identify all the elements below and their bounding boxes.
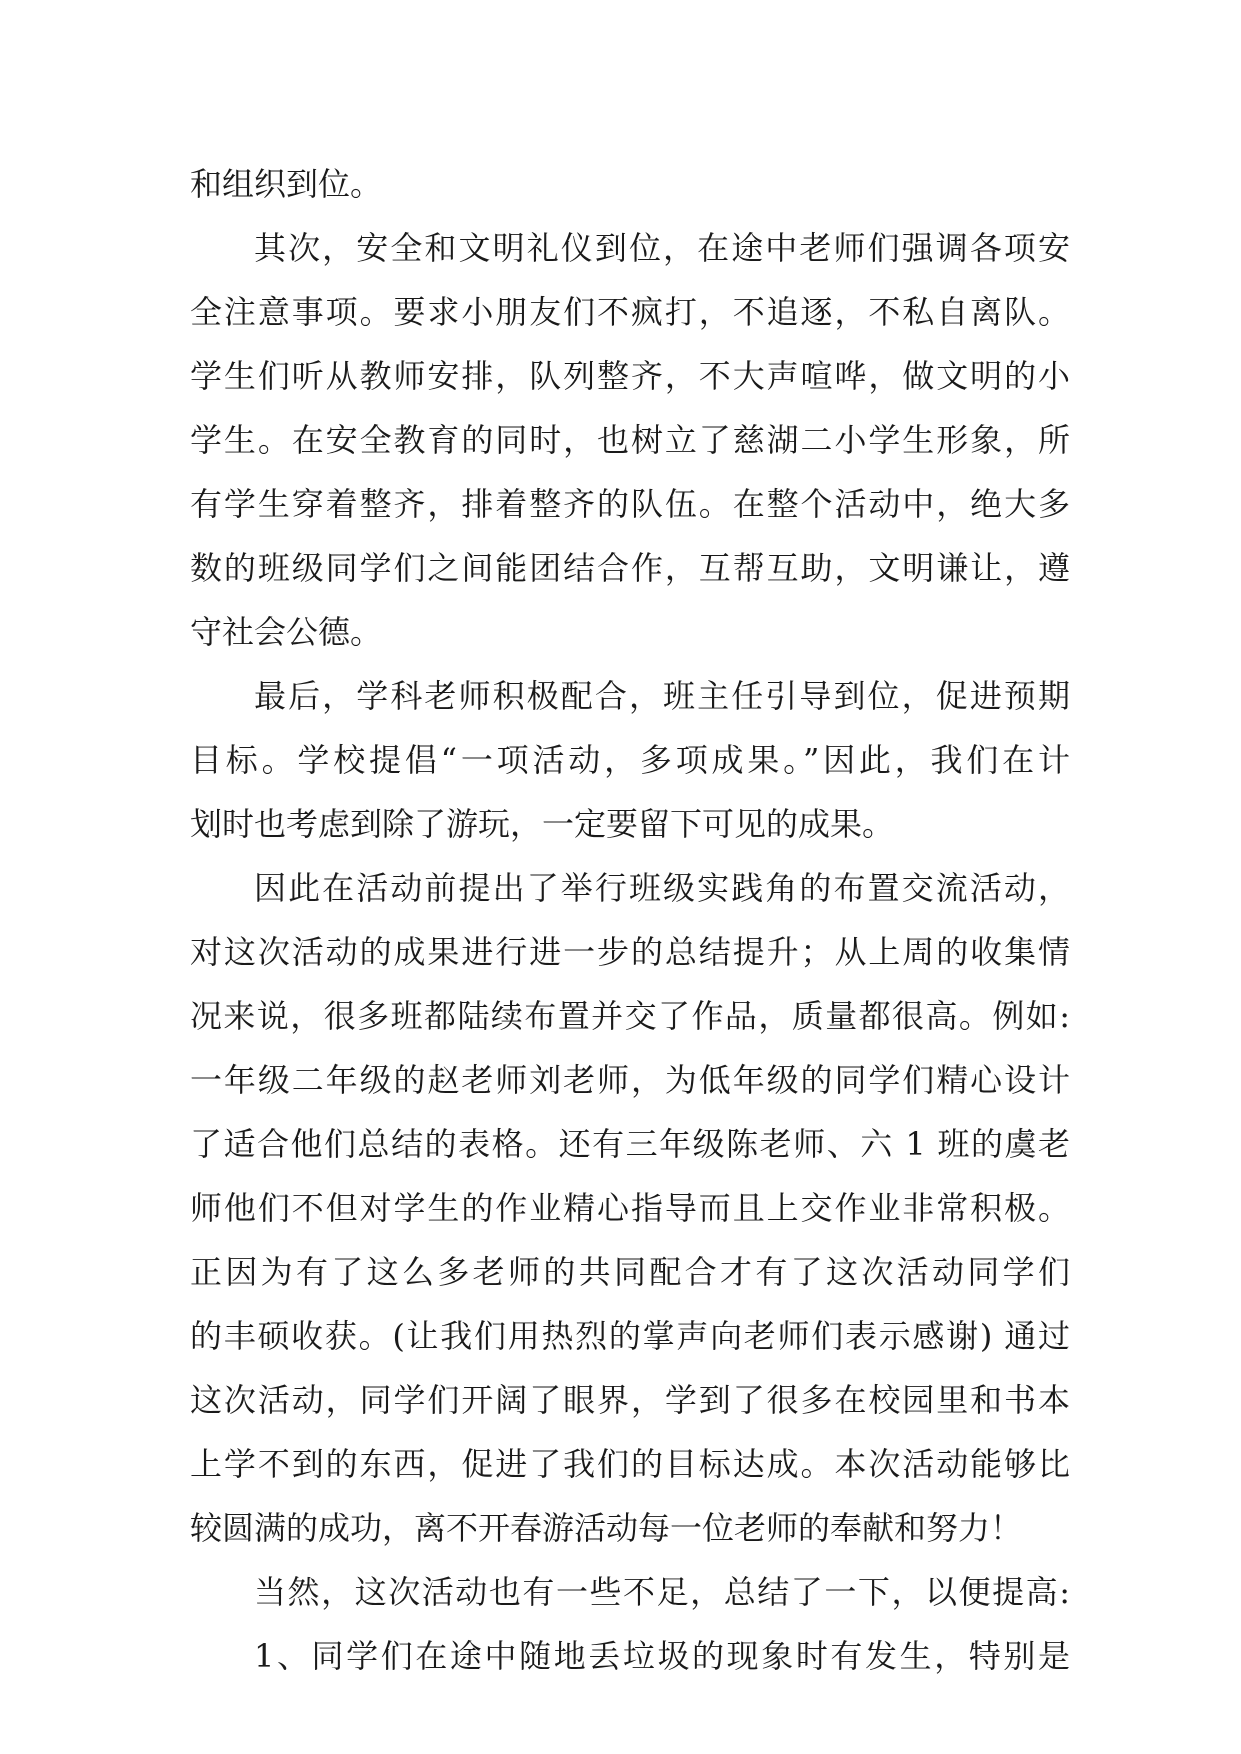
text-line: 这次活动，同学们开阔了眼界，学到了很多在校园里和书本: [190, 1381, 1070, 1419]
text-line: 目标。学校提倡“一项活动，多项成果。”因此，我们在计: [190, 741, 1070, 779]
text-line: 了适合他们总结的表格。还有三年级陈老师、六 1 班的虞老: [190, 1125, 1070, 1163]
text-line: 数的班级同学们之间能团结合作，互帮互助，文明谦让，遵: [190, 549, 1070, 587]
text-line: 和组织到位。: [190, 165, 383, 203]
text-line: 学生。在安全教育的同时，也树立了慈湖二小学生形象，所: [190, 421, 1070, 459]
paragraph-first-line: 其次，安全和文明礼仪到位，在途中老师们强调各项安: [254, 229, 1070, 267]
paragraph-first-line: 最后，学科老师积极配合，班主任引导到位，促进预期: [254, 677, 1070, 715]
text-line: 一年级二年级的赵老师刘老师，为低年级的同学们精心设计: [190, 1061, 1070, 1099]
text-line: 上学不到的东西，促进了我们的目标达成。本次活动能够比: [190, 1445, 1070, 1483]
text-line: 况来说，很多班都陆续布置并交了作品，质量都很高。例如:: [190, 997, 1070, 1035]
paragraph-first-line: 因此在活动前提出了举行班级实践角的布置交流活动，: [254, 869, 1070, 907]
text-line: 的丰硕收获。(让我们用热烈的掌声向老师们表示感谢) 通过: [190, 1317, 1070, 1355]
text-line: 师他们不但对学生的作业精心指导而且上交作业非常积极。: [190, 1189, 1070, 1227]
text-line: 学生们听从教师安排，队列整齐，不大声喧哗，做文明的小: [190, 357, 1070, 395]
text-line: 正因为有了这么多老师的共同配合才有了这次活动同学们: [190, 1253, 1070, 1291]
text-line: 全注意事项。要求小朋友们不疯打，不追逐，不私自离队。: [190, 293, 1070, 331]
paragraph-first-line: 当然，这次活动也有一些不足，总结了一下，以便提高:: [254, 1573, 1070, 1611]
text-line: 对这次活动的成果进行进一步的总结提升；从上周的收集情: [190, 933, 1070, 971]
text-line: 守社会公德。: [190, 613, 383, 651]
text-line: 有学生穿着整齐，排着整齐的队伍。在整个活动中，绝大多: [190, 485, 1070, 523]
text-line: 划时也考虑到除了游玩，一定要留下可见的成果。: [190, 805, 895, 843]
list-item-line: 1、同学们在途中随地丢垃圾的现象时有发生，特别是: [254, 1637, 1070, 1675]
text-line: 较圆满的成功，离不开春游活动每一位老师的奉献和努力！: [190, 1509, 1023, 1547]
document-body: [190, 152, 1070, 1688]
